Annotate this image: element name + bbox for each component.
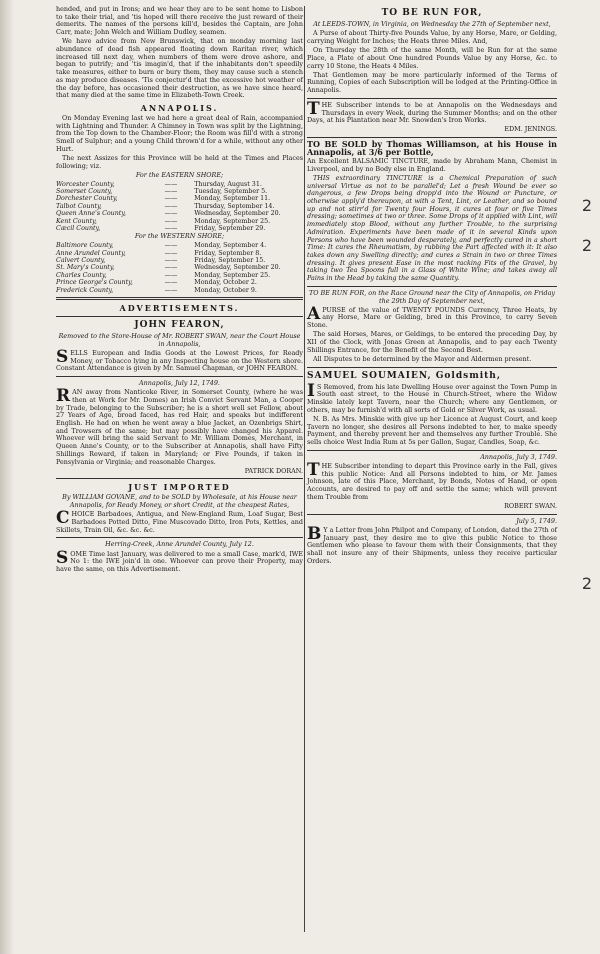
county-name: Calvert County, xyxy=(56,256,106,264)
dash-leader: —— xyxy=(164,242,178,250)
jenings-body xyxy=(307,98,557,125)
dropcap-letter: I xyxy=(307,380,315,401)
assize-date: Monday, September 25. xyxy=(194,271,271,279)
margin-mark: 2 xyxy=(581,196,592,215)
county-name: Frederick County, xyxy=(56,286,114,294)
divider xyxy=(56,316,303,317)
dash-leader: —— xyxy=(164,271,178,279)
case-notice-date: Herring-Creek, Anne Arundel County, July 12. xyxy=(105,540,254,549)
fearon-text: ELLS European and India Goods at the Lowest Prices, for Ready Money, or Tobacco lying in any Inspecting house on the Western shore. Constant Attendance is given by Mr. Samuel Chapman, or JOHN FEARON. xyxy=(56,348,303,373)
case-notice-body xyxy=(56,547,303,574)
leeds-race-body-2: On Thursday the 28th of the same Month, will be Run for at the same Place, a Plate of about One hundred Pounds Value by any Horse, &c. to carry 10 Stone, the Heats 4 Miles. xyxy=(307,46,557,70)
left-column xyxy=(56,6,303,575)
london-date: July 5, 1749. xyxy=(516,516,557,525)
soumaien-body xyxy=(307,380,557,415)
new-brunswick-paragraph: We have advice from New Brunswick, that on monday morning last abundance of dead fish appeared floating down Raritan river, which increased till next day, when numbers of them were drove ashore, and began to putrify; and 'tis imagin'd, that if the inhabitants don't speedily take measures, either to burn or bury them, they may cause such a stench as may produce diseases. 'Tis conjectur'd that the excessive hot weather of the day before, has occasioned their destruction, as we have since heard, that many died at the same time in Elizabeth-Town Creek. xyxy=(56,37,303,100)
schedule-row xyxy=(56,287,303,294)
assize-date: Friday, September 8. xyxy=(194,249,262,257)
schedule-row xyxy=(56,203,303,210)
assize-date: Wednesday, September 20. xyxy=(194,264,281,272)
just-imported-heading: JUST IMPORTED xyxy=(128,482,231,493)
runaway-body xyxy=(56,386,303,466)
county-name: St. Mary's County, xyxy=(56,264,115,272)
purse-text: PURSE of the value of TWENTY POUNDS Currency, Three Heats, by any Horse, Mare or Gelding, bred in this Province, to carry Seven Stone. xyxy=(307,305,557,330)
divider xyxy=(56,478,303,479)
assize-date: Tuesday, September 5. xyxy=(194,187,268,195)
divider xyxy=(307,98,557,99)
storm-paragraph: On Monday Evening last we had here a great deal of Rain, accompanied with Lightning and Thunder. A Chimney in Town was split by the Lightning, from the Top down to the Chamber-Floor; the Room was fill'd with a strong Smell of Sulphur; and a young Child thrown'd for a while, without any other Hurt. xyxy=(56,113,304,153)
schedule-row xyxy=(56,264,303,271)
county-name: Charles County, xyxy=(56,271,107,279)
schedule-row xyxy=(56,225,303,232)
purse-body xyxy=(307,303,557,330)
divider xyxy=(307,286,557,287)
schedule-row xyxy=(56,250,303,257)
jenings-text: HE Subscriber intends to be at Annapolis on the Wednesdays and Thursdays in every Week, during the Summer Months; and on the other Days, at his Plantation near Mr. Snowden's Iron Works. xyxy=(307,100,557,125)
dash-leader: —— xyxy=(164,180,178,188)
leeds-race-body-3: That Gentlemen may be more particularly informed of the Terms of Running, Copies of each Subscription will be lodged at the Printing-Office in Annapolis. xyxy=(307,70,557,95)
swan-text: HE Subscriber intending to depart this Province early in the Fall, gives this public Notice: And all Persons indebted to him, or Mr. James Johnson, late of this Place, Merchant, by Bonds, Notes of Hand, or open Accounts, are desired to pay off and settle the same; which will prevent them Trouble from xyxy=(307,461,557,501)
dropcap-letter: T xyxy=(307,459,320,480)
dash-leader: —— xyxy=(164,279,178,287)
divider xyxy=(307,367,557,368)
county-name: Queen Anne's County, xyxy=(56,210,127,218)
schedule-row xyxy=(56,188,303,195)
divider xyxy=(56,297,303,300)
eastern-shore-label: For the EASTERN SHORE; xyxy=(135,170,224,179)
dash-leader: —— xyxy=(164,217,178,225)
divider xyxy=(56,376,303,377)
divider xyxy=(307,514,557,515)
swan-date: Annapolis, July 3, 1749. xyxy=(480,452,557,461)
western-shore-schedule xyxy=(56,242,303,294)
assize-date: Monday, October 9. xyxy=(194,286,257,294)
margin-mark: 2 xyxy=(581,236,592,255)
western-shore-label: For the WESTERN SHORE; xyxy=(134,232,225,241)
tincture-body: THIS extraordinary TINCTURE is a Chemical Preparation of such universal Virtue as not to be parallel'd; Let a fresh Wound be ever so dangerous, a few Drops being dropp'd into the Wound or Puncture, or otherwise apply'd thereupon, at with a Tent, Lint, or Leather, and so bound up and not stirr'd for Twenty four Hours, it cures at four or five Times dressing; sometimes at two or three. Some Drops of it applied with Lint, will immediately stop Blood, without any further Trouble, to the surprising Admiration. Experiments have been made of it in several Kinds upon Persons who have been wounded desperately, and perfectly cured in a short Time: It cures the Rheumatism, by rubbing the Part affected with it: It also takes down any Swelling directly; and cures a Strain in two or three Times dressing. It gives present Ease in the most racking Fits of the Gravel, by taking two Tea Spoons full in a Glass of White Wine; and takes away all Pains in the Head by taking the same Quantity. xyxy=(307,173,557,283)
london-text: Y a Letter from John Philpot and Company, of London, dated the 27th of January past, they desire me to give this public Notice to those Gentlemen who please to favour them with their Consignments, that they shall not insure any of their Shipments, unless they receive particular Orders. xyxy=(307,525,557,565)
swan-body xyxy=(307,459,557,502)
jenings-signature: EDM. JENINGS. xyxy=(504,125,557,134)
county-name: Cæcil County, xyxy=(56,225,101,232)
dropcap-letter: R xyxy=(56,386,71,407)
schedule-row xyxy=(56,257,303,264)
county-name: Somerset County, xyxy=(56,187,113,195)
dash-leader: —— xyxy=(164,249,178,257)
dropcap-letter: A xyxy=(307,303,321,324)
assize-date: Monday, September 25. xyxy=(194,217,271,225)
london-body xyxy=(307,523,557,566)
page-spine-shadow xyxy=(0,0,14,954)
purse-body-2: The said Horses, Mares, or Geldings, to be entered the preceding Day, by XII of the Clock, with Jonas Green at Annapolis, and to pay each Twenty Shillings Entrance, for the Benefit of the Second Best. xyxy=(307,330,557,354)
dash-leader: —— xyxy=(164,225,178,232)
county-name: Anne Arundel County, xyxy=(56,249,126,257)
case-notice-text: OME Time last January, was delivered to me a small Case, mark'd, IWE No 1: the IWE join'd in one. Whoever can prove their Property, may have the same, on this Advertisement. xyxy=(56,549,303,574)
county-name: Baltimore County, xyxy=(56,242,114,250)
tincture-subtitle: An Excellent BALSAMIC TINCTURE, made by Abraham Mann, Chemist in Liverpool, and by no Body else in England. xyxy=(307,157,557,173)
assize-date: Friday, September 15. xyxy=(194,256,266,264)
dropcap-letter: T xyxy=(307,98,320,119)
county-name: Dorchester County, xyxy=(56,195,118,203)
purse-heading: TO BE RUN FOR, on the Race Ground near the City of Annapolis, on Friday the 29th Day of September next, xyxy=(308,288,556,305)
divider xyxy=(307,450,557,451)
dropcap-letter: B xyxy=(307,523,322,544)
schedule-row xyxy=(56,181,303,188)
leeds-race-heading: TO BE RUN FOR, xyxy=(381,8,483,18)
advertisements-heading: ADVERTISEMENTS. xyxy=(119,302,240,313)
assize-date: Friday, September 29. xyxy=(194,225,266,232)
runaway-text: AN away from Nanticoke River, in Somerset County, (where he was then at Work for Mr. Domes) an Irish Convict Servant Man, a Cooper by Trade, belonging to the Subscriber; he is a short well set Fellow, about 27 Years of Age, broad faced, has red Hair, and speaks but indifferent English. He had on when he went away a blue Jacket, an Ozenbrigs Shirt, and Trowsers of the same; but may possibly have changed his Apparel. Whoever will bring the said Servant to Mr. William Domes, Merchant, in Queen Anne's County, or to the Subscriber at Annapolis, shall have Fifty Shillings Reward, if taken in Maryland; or Five Pounds, if taken in Pensylvania or Virginia; and reasonable Charges. xyxy=(56,388,303,466)
schedule-row xyxy=(56,242,303,249)
dropcap-letter: S xyxy=(56,547,69,568)
divider xyxy=(56,537,303,538)
dash-leader: —— xyxy=(164,187,178,195)
purse-body-3: All Disputes to be determined by the Mayor and Aldermen present. xyxy=(313,354,532,363)
assize-date: Thursday, August 31. xyxy=(194,180,262,188)
margin-mark: 2 xyxy=(581,574,592,593)
dropcap-letter: S xyxy=(56,346,69,367)
dash-leader: —— xyxy=(164,202,178,210)
dash-leader: —— xyxy=(164,210,178,218)
county-name: Worcester County, xyxy=(56,180,115,188)
assize-date: Wednesday, September 20. xyxy=(194,210,281,218)
column-rule xyxy=(304,6,305,932)
divider xyxy=(307,137,557,138)
fearon-name: JOHN FEARON, xyxy=(134,319,225,330)
assizes-paragraph: The next Assizes for this Province will be held at the Times and Places following; viz. xyxy=(56,153,303,170)
schedule-row xyxy=(56,218,303,225)
imported-subtitle: By WILLIAM GOVANE, and to be SOLD by Wholesale, at his House near Annapolis, for Ready Money, or short Credit, at the cheapest Rates, xyxy=(62,493,297,510)
assize-date: Monday, October 2. xyxy=(194,279,257,287)
imported-text: HOICE Barbadoes, Antigua, and New-England Rum, Loaf Sugar, Best Barbadoes Potted Ditto, Fine Muscovado Ditto, Iron Pots, Kettles, and Skillets, Train Oil, &c. &c. &c. xyxy=(56,510,303,534)
eastern-shore-schedule xyxy=(56,181,303,233)
intro-paragraph: hended, and put in Irons; and we hear they are to be sent home to Lisbon to take their trial, and 'tis hoped will there receive the just reward of their demerits. The names of the persons kill'd, besides the Captain, are John Carr, mate; John Welch and William Dudley, seamen. xyxy=(56,5,303,37)
county-name: Prince George's County, xyxy=(56,279,133,287)
runaway-signature: PATRICK DORAN. xyxy=(244,466,303,475)
swan-signature: ROBERT SWAN. xyxy=(504,501,557,510)
leeds-race-subtitle: At LEEDS-TOWN, in Virginia, on Wednesday the 27th of September next, xyxy=(313,20,551,28)
assize-date: Monday, September 4. xyxy=(194,242,267,250)
dropcap-letter: C xyxy=(56,508,70,529)
soumaien-note: N. B. As Mrs. Minskie with give up her Licence at August Court, and keep Tavern no longer, she desires all Persons indebted to her, to make speedy Payment, and thereby prevent her and themselves any further Trouble. She sells choice West India Rum at 5s per Gallon, Sugar, Candles, Soap, &c. xyxy=(307,414,557,447)
tincture-heading: TO BE SOLD by Thomas Williamson, at his House in Annapolis, at 3/6 per Bottle, xyxy=(307,139,557,157)
schedule-row xyxy=(56,279,303,286)
schedule-row xyxy=(56,195,303,202)
schedule-row xyxy=(56,272,303,279)
assize-date: Thursday, September 14. xyxy=(194,202,275,210)
schedule-row xyxy=(56,210,303,217)
runaway-date: Annapolis, July 12, 1749. xyxy=(139,378,220,387)
dash-leader: —— xyxy=(164,286,178,294)
soumaien-text: S Removed, from his late Dwelling House over against the Town Pump in South east street, to the House in Church-Street, where the Widow Minskie lately kept Tavern, near the Church; where any Gentlemen, or others, may be furnish'd with all sorts of Gold or Silver Work, as usual. xyxy=(307,382,557,414)
dash-leader: —— xyxy=(164,256,178,264)
assize-date: Monday, September 11. xyxy=(194,195,271,203)
dash-leader: —— xyxy=(164,195,178,203)
fearon-body xyxy=(56,346,303,373)
county-name: Kent County, xyxy=(56,217,97,225)
imported-body xyxy=(56,508,303,534)
county-name: Talbot County, xyxy=(56,202,102,210)
soumaien-heading: SAMUEL SOUMAIEN, Goldsmith, xyxy=(307,370,501,381)
right-column xyxy=(307,6,557,567)
annapolis-heading: ANNAPOLIS. xyxy=(140,102,219,113)
dash-leader: —— xyxy=(164,264,178,272)
fearon-subtitle: Removed to the Store-House of Mr. ROBERT SWAN, near the Court House in Annapolis, xyxy=(58,331,301,348)
leeds-race-body: A Purse of about Thirty-five Pounds Value, by any Horse, Mare, or Gelding, carrying Weight for Inches; the Heats three Miles. And, xyxy=(307,29,557,45)
